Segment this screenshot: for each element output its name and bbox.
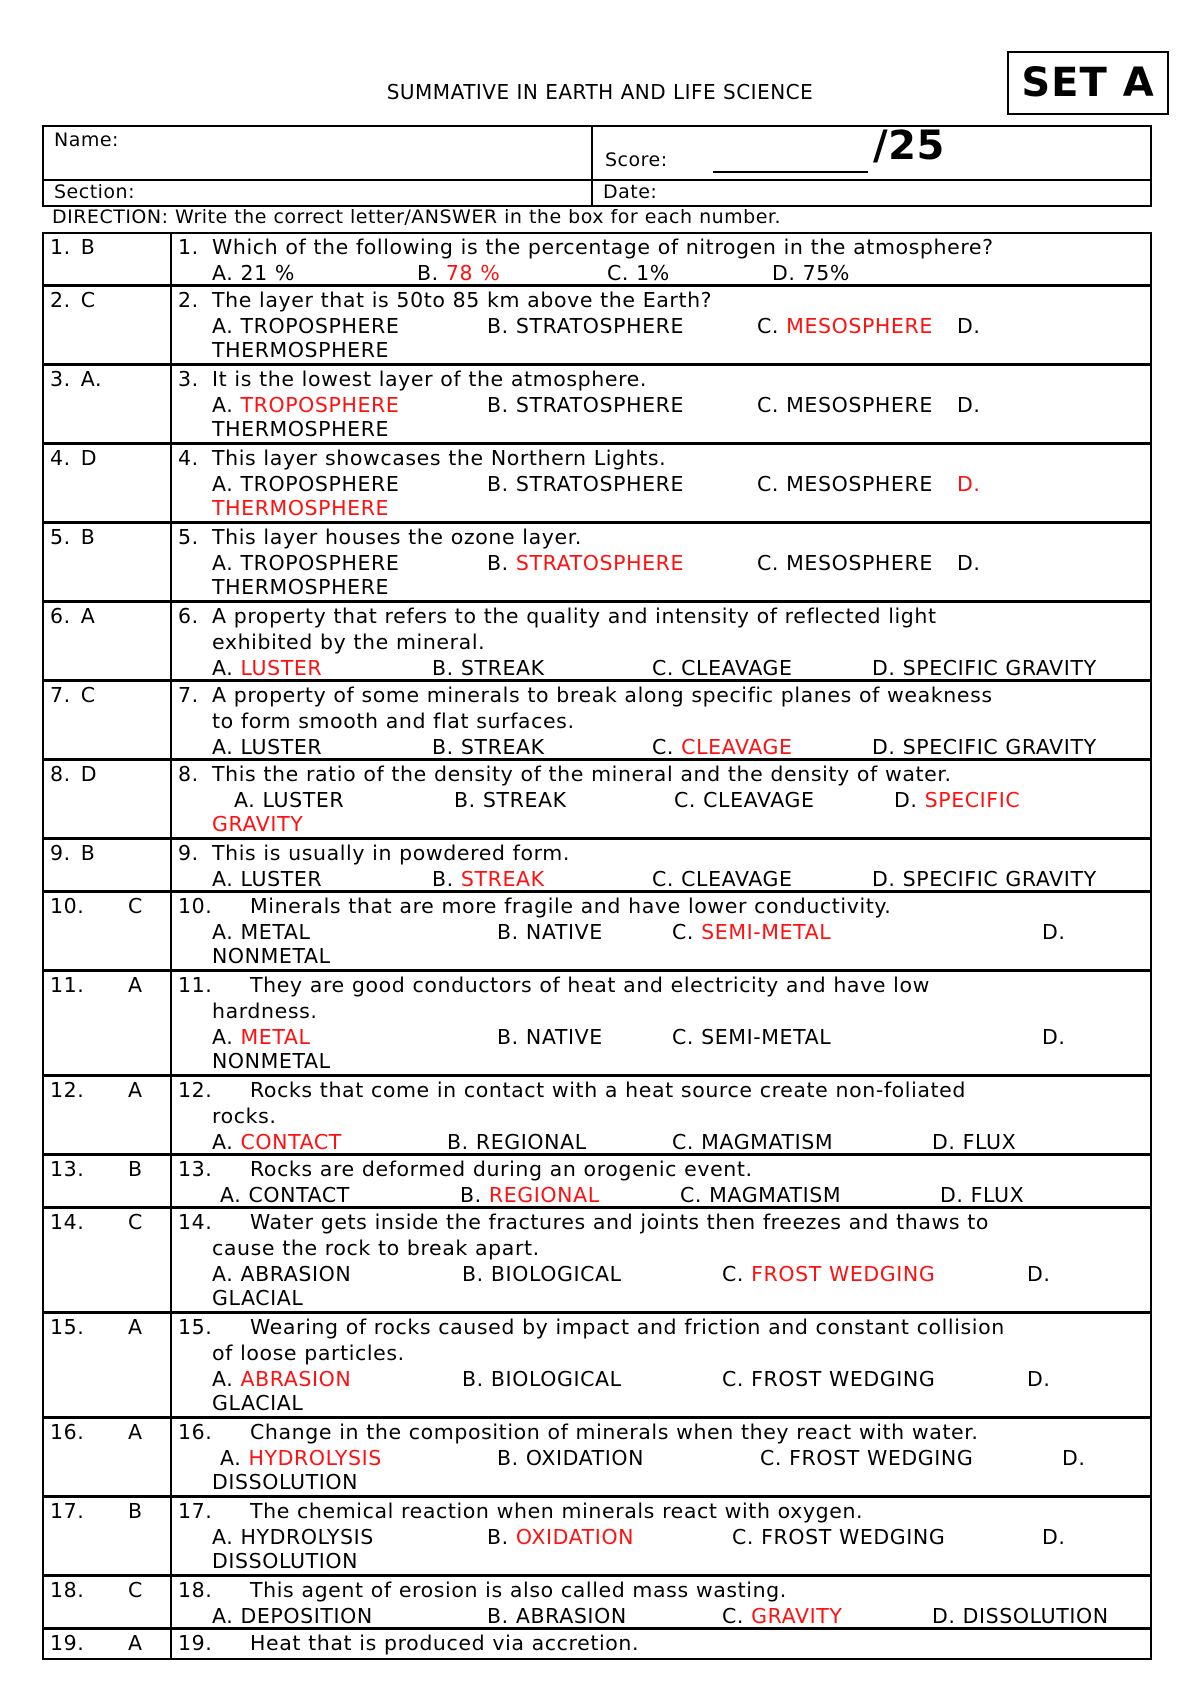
- question-cell: [171, 1629, 1151, 1659]
- answer-option[interactable]: A. DEPOSITION: [212, 1604, 373, 1628]
- answer-option[interactable]: C. FROST WEDGING: [722, 1262, 936, 1286]
- answer-number: 10.: [50, 894, 85, 918]
- question-row: [43, 1576, 1151, 1629]
- question-number: 1.: [178, 235, 199, 259]
- answer-letter: B: [128, 1499, 143, 1523]
- question-cell: [171, 971, 1151, 1076]
- question-row: [43, 1155, 1151, 1208]
- answer-number: 9.: [50, 841, 71, 865]
- answer-box[interactable]: [43, 1076, 171, 1155]
- answer-option[interactable]: B. STRATOSPHERE: [487, 472, 685, 496]
- answer-option[interactable]: C. SEMI-METAL: [672, 920, 832, 944]
- answer-box[interactable]: [43, 523, 171, 602]
- question-cell: [171, 760, 1151, 839]
- question-cell: [171, 839, 1151, 892]
- answer-number: 3.: [50, 367, 71, 391]
- answer-letter: A.: [80, 367, 103, 391]
- score-blank[interactable]: [713, 141, 868, 173]
- question-text: The chemical reaction when minerals react with oxygen.: [250, 1499, 864, 1523]
- answer-number: 13.: [50, 1157, 85, 1181]
- answer-option[interactable]: D. FLUX: [940, 1183, 1025, 1207]
- answer-option[interactable]: C. FROST WEDGING: [732, 1525, 946, 1549]
- question-cell: [171, 444, 1151, 523]
- answer-option[interactable]: C. MAGMATISM: [672, 1130, 834, 1154]
- answer-option[interactable]: D.: [957, 314, 981, 338]
- question-cell: [171, 1208, 1151, 1313]
- question-cell: [171, 523, 1151, 602]
- answer-option[interactable]: C. MESOSPHERE: [757, 393, 933, 417]
- answer-box[interactable]: [43, 1418, 171, 1497]
- question-text: Minerals that are more fragile and have lower conductivity.: [250, 894, 892, 918]
- set-label: SET A: [1007, 51, 1169, 115]
- question-cell: [171, 1576, 1151, 1629]
- question-text: It is the lowest layer of the atmosphere.: [212, 367, 647, 391]
- question-row: [43, 444, 1151, 523]
- answer-option[interactable]: C. FROST WEDGING: [760, 1446, 974, 1470]
- answer-letter: D: [80, 762, 98, 786]
- question-cell: [171, 681, 1151, 760]
- answer-option[interactable]: A. TROPOSPHERE: [212, 393, 400, 417]
- question-cell: [171, 1497, 1151, 1576]
- question-row: [43, 365, 1151, 444]
- name-label: Name:: [54, 129, 119, 151]
- question-cell: [171, 892, 1151, 971]
- answer-option[interactable]: D.: [1027, 1367, 1051, 1391]
- question-row: [43, 1497, 1151, 1576]
- question-number: 9.: [178, 841, 199, 865]
- answer-option[interactable]: A. TROPOSPHERE: [212, 551, 400, 575]
- question-text: They are good conductors of heat and electricity and have low: [250, 973, 930, 997]
- question-text: Which of the following is the percentage of nitrogen in the atmosphere?: [212, 235, 994, 259]
- answer-option[interactable]: D. SPECIFIC GRAVITY: [872, 656, 1097, 680]
- header-table: [42, 125, 1152, 207]
- answer-option[interactable]: A. ABRASION: [212, 1367, 352, 1391]
- question-number: 8.: [178, 762, 199, 786]
- answer-box[interactable]: [43, 1313, 171, 1418]
- answer-letter: A: [128, 1078, 143, 1102]
- answer-number: 16.: [50, 1420, 85, 1444]
- answer-option[interactable]: D. SPECIFIC: [894, 788, 1021, 812]
- score-label: Score:: [605, 149, 668, 171]
- answer-box[interactable]: [43, 681, 171, 760]
- answer-number: 14.: [50, 1210, 85, 1234]
- question-number: 17.: [178, 1499, 213, 1523]
- question-number: 13.: [178, 1157, 213, 1181]
- answer-number: 4.: [50, 446, 71, 470]
- score-field[interactable]: [592, 123, 1151, 180]
- answer-box[interactable]: [43, 1497, 171, 1576]
- answer-letter: B: [128, 1157, 143, 1181]
- question-row: [43, 602, 1151, 681]
- question-number: 11.: [178, 973, 213, 997]
- answer-box[interactable]: [43, 286, 171, 365]
- answer-option[interactable]: B. OXIDATION: [497, 1446, 645, 1470]
- question-row: [43, 971, 1151, 1076]
- answer-option-wrap[interactable]: THERMOSPHERE: [212, 575, 390, 599]
- question-number: 19.: [178, 1631, 213, 1655]
- answer-letter: C: [80, 288, 96, 312]
- answer-option[interactable]: A. LUSTER: [212, 656, 323, 680]
- question-cell: [171, 1313, 1151, 1418]
- answer-letter: A: [128, 1315, 143, 1339]
- question-row: [43, 1208, 1151, 1313]
- answer-option[interactable]: B. NATIVE: [497, 920, 603, 944]
- answer-option[interactable]: D.: [1042, 1025, 1066, 1049]
- answer-option[interactable]: A. LUSTER: [234, 788, 345, 812]
- answer-box[interactable]: [43, 602, 171, 681]
- answer-box[interactable]: [43, 444, 171, 523]
- answer-letter: B: [80, 525, 96, 549]
- answer-option[interactable]: C. 1%: [607, 261, 670, 285]
- question-number: 16.: [178, 1420, 213, 1444]
- answer-option[interactable]: D.: [957, 551, 981, 575]
- answer-box[interactable]: [43, 839, 171, 892]
- answer-option[interactable]: B. REGIONAL: [447, 1130, 587, 1154]
- answer-option-wrap[interactable]: DISSOLUTION: [212, 1549, 359, 1573]
- answer-letter: A: [128, 973, 143, 997]
- answer-letter: B: [80, 841, 96, 865]
- answer-option[interactable]: B. OXIDATION: [487, 1525, 635, 1549]
- date-field[interactable]: [592, 180, 1151, 206]
- questions-table: [42, 232, 1152, 1660]
- answer-option[interactable]: A. CONTACT: [220, 1183, 350, 1207]
- answer-option[interactable]: D.: [1027, 1262, 1051, 1286]
- question-number: 15.: [178, 1315, 213, 1339]
- date-label: Date:: [603, 181, 658, 203]
- question-cell: [171, 286, 1151, 365]
- answer-letter: A: [80, 604, 96, 628]
- answer-option[interactable]: A. 21 %: [212, 261, 295, 285]
- question-text: This the ratio of the density of the mineral and the density of water.: [212, 762, 952, 786]
- answer-option[interactable]: D.: [1062, 1446, 1086, 1470]
- answer-option[interactable]: A. TROPOSPHERE: [212, 314, 400, 338]
- answer-letter: A: [128, 1631, 143, 1655]
- question-text: Rocks are deformed during an orogenic event.: [250, 1157, 753, 1181]
- name-field[interactable]: [43, 126, 592, 180]
- answer-letter: C: [128, 1578, 143, 1602]
- answer-option[interactable]: B. BIOLOGICAL: [462, 1367, 622, 1391]
- answer-option[interactable]: C. CLEAVAGE: [652, 867, 793, 891]
- answer-letter: C: [128, 1210, 143, 1234]
- answer-number: 19.: [50, 1631, 85, 1655]
- answer-option[interactable]: C. MESOSPHERE: [757, 551, 933, 575]
- question-text: This layer houses the ozone layer.: [212, 525, 582, 549]
- question-number: 7.: [178, 683, 199, 707]
- answer-option[interactable]: C. SEMI-METAL: [672, 1025, 832, 1049]
- answer-option[interactable]: A. METAL: [212, 920, 311, 944]
- answer-number: 17.: [50, 1499, 85, 1523]
- question-row: [43, 233, 1151, 286]
- question-text-continued: of loose particles.: [212, 1341, 405, 1365]
- answer-option[interactable]: D.: [957, 472, 981, 496]
- answer-option[interactable]: D.: [1042, 920, 1066, 944]
- answer-option-wrap[interactable]: THERMOSPHERE: [212, 496, 390, 520]
- question-number: 4.: [178, 446, 199, 470]
- answer-option[interactable]: D. FLUX: [932, 1130, 1017, 1154]
- question-row: [43, 892, 1151, 971]
- answer-option[interactable]: C. CLEAVAGE: [652, 656, 793, 680]
- answer-option[interactable]: A. METAL: [212, 1025, 311, 1049]
- answer-option[interactable]: B. STREAK: [432, 867, 545, 891]
- answer-option[interactable]: C. MESOSPHERE: [757, 472, 933, 496]
- answer-option[interactable]: B. STREAK: [432, 735, 545, 759]
- question-text: This agent of erosion is also called mass wasting.: [250, 1578, 787, 1602]
- question-text-continued: to form smooth and flat surfaces.: [212, 709, 575, 733]
- question-number: 12.: [178, 1078, 213, 1102]
- question-number: 18.: [178, 1578, 213, 1602]
- question-number: 14.: [178, 1210, 213, 1234]
- question-text-continued: exhibited by the mineral.: [212, 630, 486, 654]
- question-text: A property of some minerals to break along specific planes of weakness: [212, 683, 993, 707]
- answer-number: 11.: [50, 973, 85, 997]
- answer-letter: C: [128, 894, 143, 918]
- answer-option-wrap[interactable]: THERMOSPHERE: [212, 417, 390, 441]
- answer-option[interactable]: D. DISSOLUTION: [932, 1604, 1109, 1628]
- answer-option[interactable]: D.: [957, 393, 981, 417]
- answer-box[interactable]: [43, 1629, 171, 1659]
- direction-text: DIRECTION: Write the correct letter/ANSWER in the box for each number.: [52, 206, 782, 228]
- answer-option[interactable]: C. CLEAVAGE: [652, 735, 793, 759]
- question-text: Water gets inside the fractures and joints then freezes and thaws to: [250, 1210, 990, 1234]
- answer-option-wrap[interactable]: GRAVITY: [212, 812, 304, 836]
- question-text: Change in the composition of minerals when they react with water.: [250, 1420, 979, 1444]
- answer-box[interactable]: [43, 1155, 171, 1208]
- document-title: SUMMATIVE IN EARTH AND LIFE SCIENCE: [386, 80, 814, 104]
- answer-option[interactable]: B. REGIONAL: [460, 1183, 600, 1207]
- answer-option[interactable]: A. CONTACT: [212, 1130, 342, 1154]
- answer-option[interactable]: A. LUSTER: [212, 735, 323, 759]
- question-cell: [171, 1155, 1151, 1208]
- answer-option[interactable]: B. STRATOSPHERE: [487, 393, 685, 417]
- answer-option[interactable]: B. BIOLOGICAL: [462, 1262, 622, 1286]
- answer-option[interactable]: D.: [1042, 1525, 1066, 1549]
- answer-letter: D: [80, 446, 98, 470]
- question-text: This is usually in powdered form.: [212, 841, 570, 865]
- question-row: [43, 1418, 1151, 1497]
- score-total: /25: [873, 123, 945, 169]
- question-text: A property that refers to the quality and intensity of reflected light: [212, 604, 937, 628]
- answer-option-wrap[interactable]: DISSOLUTION: [212, 1470, 359, 1494]
- question-number: 10.: [178, 894, 213, 918]
- question-number: 3.: [178, 367, 199, 391]
- answer-option[interactable]: A. ABRASION: [212, 1262, 352, 1286]
- answer-option[interactable]: A. HYDROLYSIS: [220, 1446, 382, 1470]
- answer-option[interactable]: B. NATIVE: [497, 1025, 603, 1049]
- answer-option-wrap[interactable]: GLACIAL: [212, 1391, 304, 1415]
- answer-number: 5.: [50, 525, 71, 549]
- question-row: [43, 286, 1151, 365]
- section-label: Section:: [54, 181, 135, 203]
- answer-option[interactable]: C. MAGMATISM: [680, 1183, 842, 1207]
- question-cell: [171, 233, 1151, 286]
- answer-option[interactable]: A. TROPOSPHERE: [212, 472, 400, 496]
- question-row: [43, 523, 1151, 602]
- answer-option[interactable]: D. 75%: [772, 261, 850, 285]
- question-text: Wearing of rocks caused by impact and friction and constant collision: [250, 1315, 1005, 1339]
- answer-option[interactable]: B. 78 %: [417, 261, 501, 285]
- question-text: Heat that is produced via accretion.: [250, 1631, 640, 1655]
- answer-option[interactable]: B. STREAK: [432, 656, 545, 680]
- answer-option[interactable]: A. HYDROLYSIS: [212, 1525, 374, 1549]
- answer-letter: C: [80, 683, 96, 707]
- question-row: [43, 1629, 1151, 1659]
- answer-number: 12.: [50, 1078, 85, 1102]
- answer-number: 7.: [50, 683, 71, 707]
- question-number: 5.: [178, 525, 199, 549]
- answer-number: 1.: [50, 235, 71, 259]
- answer-letter: A: [128, 1420, 143, 1444]
- answer-option[interactable]: D. SPECIFIC GRAVITY: [872, 735, 1097, 759]
- answer-box[interactable]: [43, 1208, 171, 1313]
- answer-option[interactable]: B. STRATOSPHERE: [487, 551, 685, 575]
- question-text: The layer that is 50to 85 km above the Earth?: [212, 288, 713, 312]
- question-number: 2.: [178, 288, 199, 312]
- answer-number: 18.: [50, 1578, 85, 1602]
- answer-box[interactable]: [43, 892, 171, 971]
- answer-number: 6.: [50, 604, 71, 628]
- question-text: Rocks that come in contact with a heat source create non-foliated: [250, 1078, 966, 1102]
- answer-number: 15.: [50, 1315, 85, 1339]
- question-row: [43, 1076, 1151, 1155]
- answer-box[interactable]: [43, 233, 171, 286]
- question-cell: [171, 365, 1151, 444]
- answer-letter: B: [80, 235, 96, 259]
- answer-box[interactable]: [43, 760, 171, 839]
- answer-option[interactable]: B. ABRASION: [487, 1604, 627, 1628]
- question-row: [43, 1313, 1151, 1418]
- question-cell: [171, 1076, 1151, 1155]
- answer-option[interactable]: B. STREAK: [454, 788, 567, 812]
- question-cell: [171, 1418, 1151, 1497]
- answer-option-wrap[interactable]: NONMETAL: [212, 1049, 331, 1073]
- answer-box[interactable]: [43, 365, 171, 444]
- answer-option[interactable]: C. GRAVITY: [722, 1604, 843, 1628]
- question-row: [43, 681, 1151, 760]
- answer-box[interactable]: [43, 971, 171, 1076]
- question-text: This layer showcases the Northern Lights.: [212, 446, 667, 470]
- answer-box[interactable]: [43, 1576, 171, 1629]
- answer-option[interactable]: B. STRATOSPHERE: [487, 314, 685, 338]
- question-text-continued: rocks.: [212, 1104, 277, 1128]
- answer-option[interactable]: D. SPECIFIC GRAVITY: [872, 867, 1097, 891]
- answer-option[interactable]: A. LUSTER: [212, 867, 323, 891]
- question-row: [43, 839, 1151, 892]
- question-cell: [171, 602, 1151, 681]
- answer-number: 2.: [50, 288, 71, 312]
- section-field[interactable]: [43, 180, 592, 206]
- answer-option-wrap[interactable]: NONMETAL: [212, 944, 331, 968]
- answer-option[interactable]: C. FROST WEDGING: [722, 1367, 936, 1391]
- answer-option[interactable]: C. CLEAVAGE: [674, 788, 815, 812]
- question-number: 6.: [178, 604, 199, 628]
- answer-option-wrap[interactable]: GLACIAL: [212, 1286, 304, 1310]
- answer-option-wrap[interactable]: THERMOSPHERE: [212, 338, 390, 362]
- answer-number: 8.: [50, 762, 71, 786]
- question-text-continued: hardness.: [212, 999, 318, 1023]
- answer-option[interactable]: C. MESOSPHERE: [757, 314, 933, 338]
- question-text-continued: cause the rock to break apart.: [212, 1236, 540, 1260]
- question-row: [43, 760, 1151, 839]
